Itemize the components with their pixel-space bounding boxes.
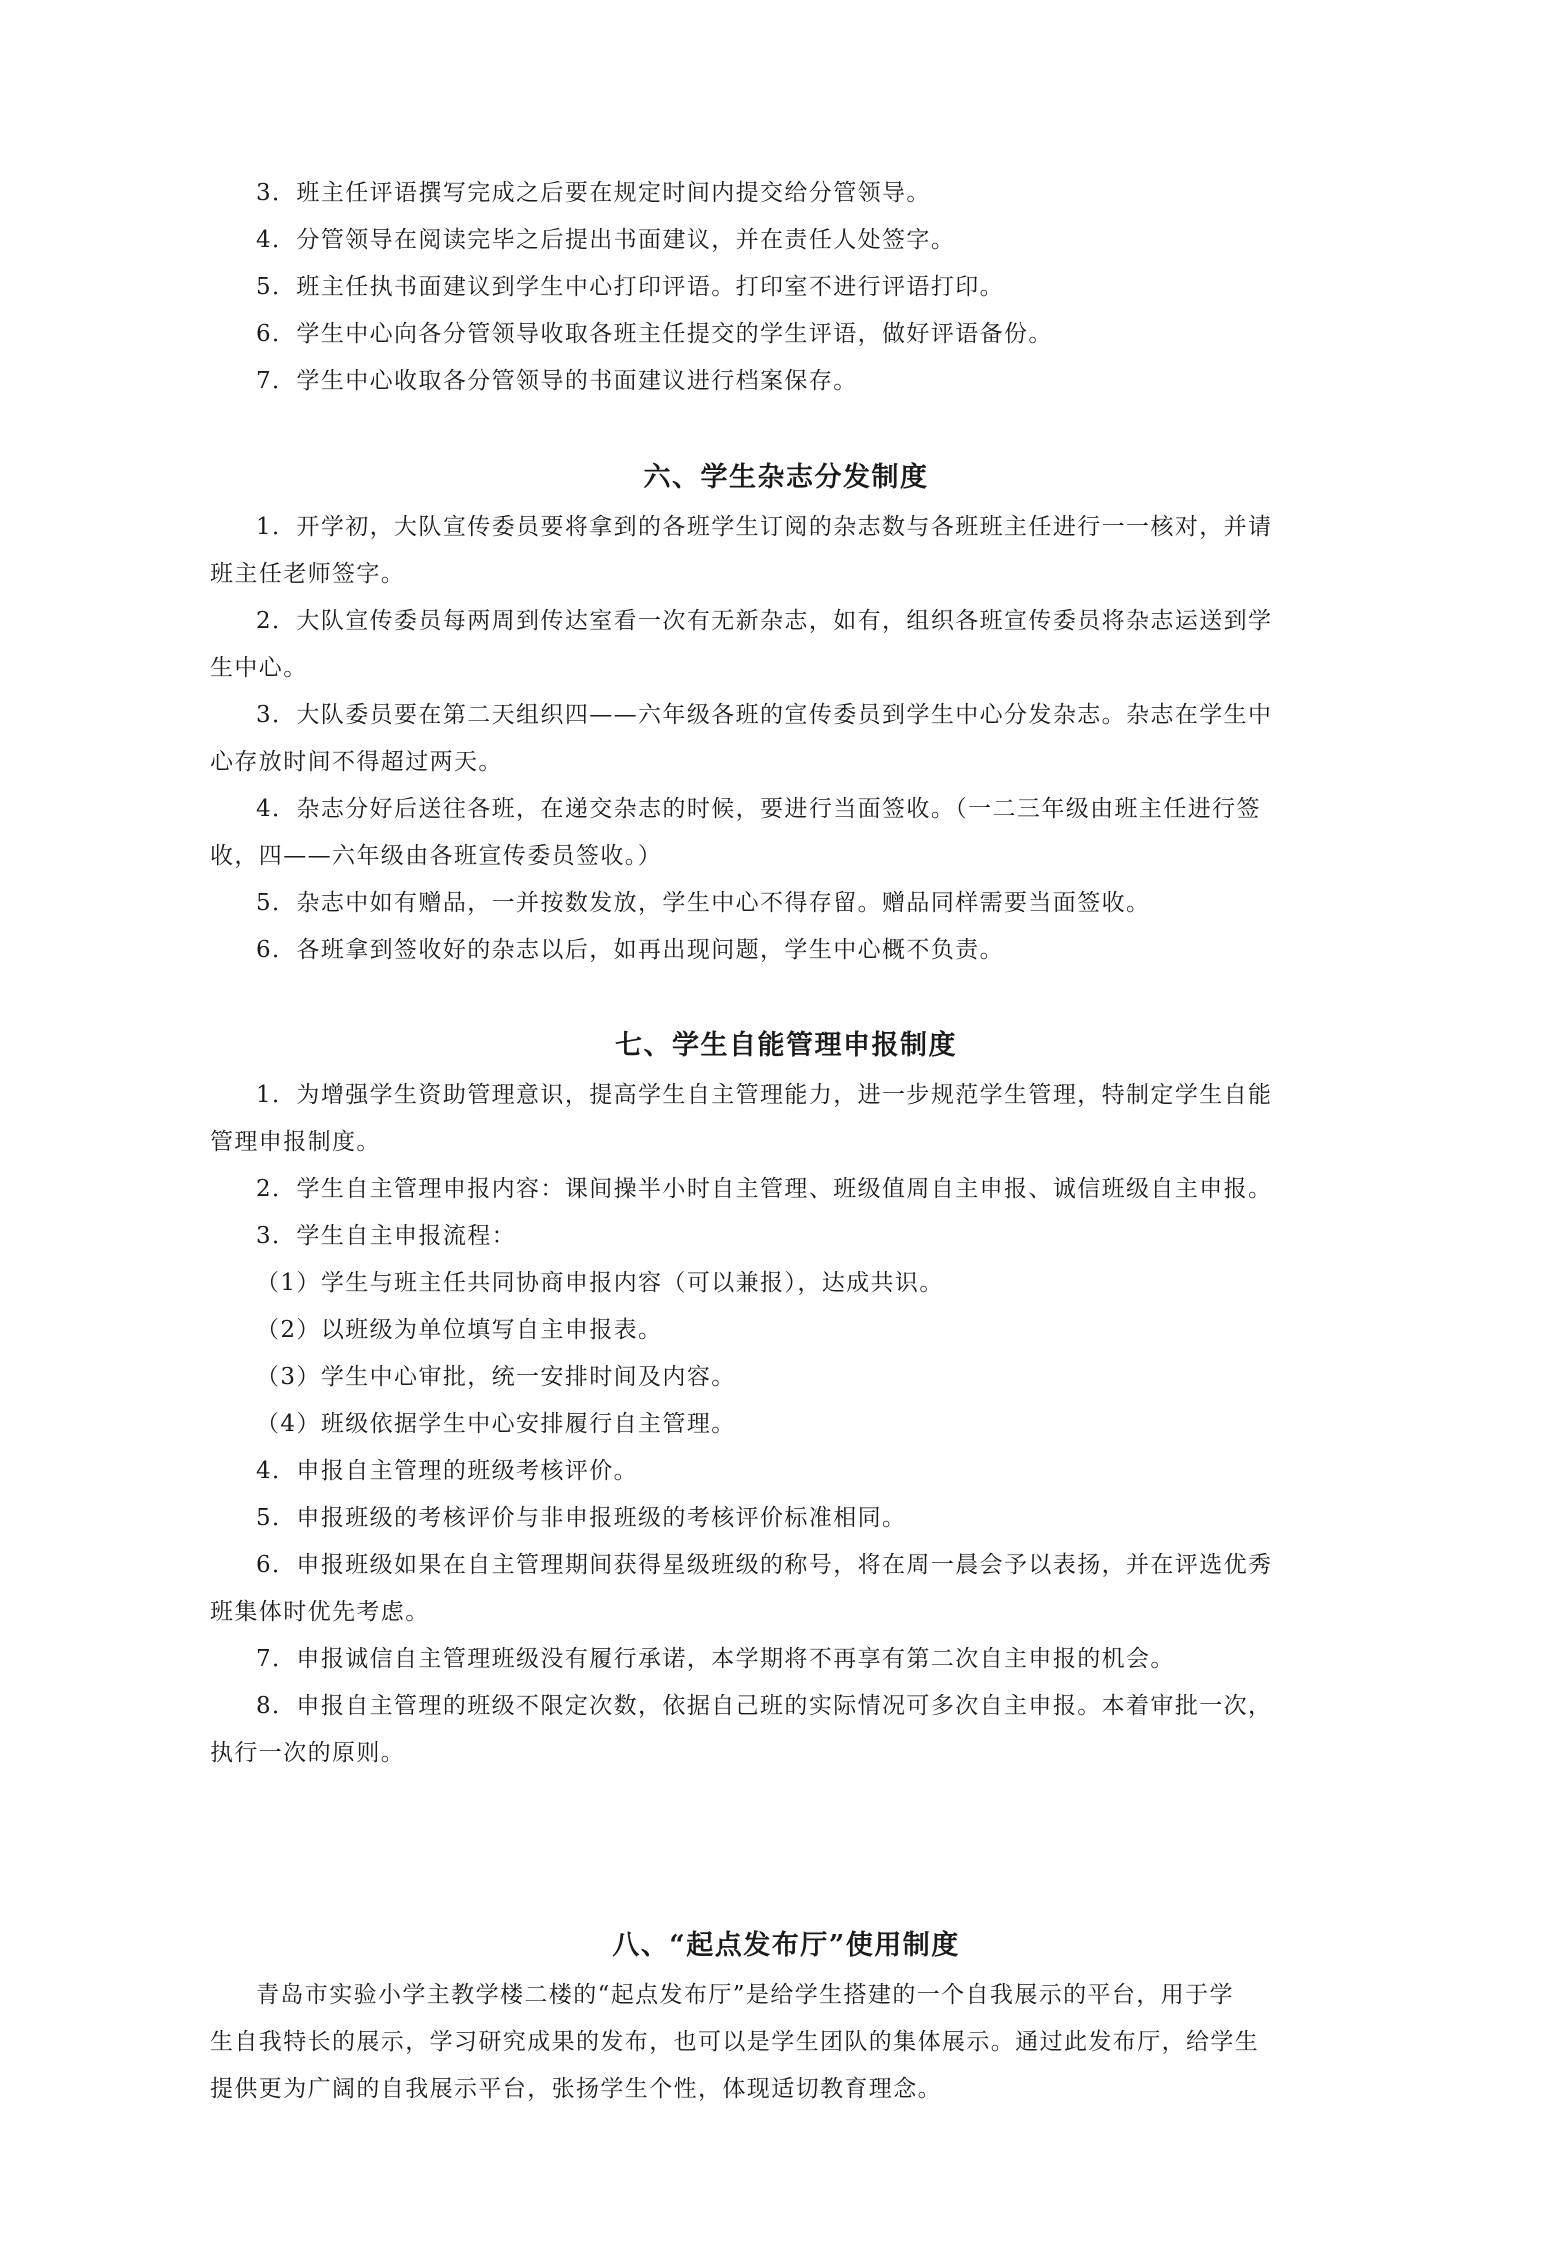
list-item: 5．申报班级的考核评价与非申报班级的考核评价标准相同。 <box>256 1505 907 1531</box>
list-item-continuation: 班主任老师签字。 <box>210 561 406 587</box>
section6 <box>210 452 1362 974</box>
list-item: 4．分管领导在阅读完毕之后提出书面建议，并在责任人处签字。 <box>256 227 956 253</box>
list-item: 2．学生自主管理申报内容：课间操半小时自主管理、班级值周自主申报、诚信班级自主申报。 <box>256 1176 1273 1202</box>
list-item: 8．申报自主管理的班级不限定次数，依据自己班的实际情况可多次自主申报。本着审批一次， <box>256 1693 1273 1719</box>
list-item: 4．申报自主管理的班级考核评价。 <box>256 1458 639 1484</box>
list-item: 3．学生自主申报流程： <box>256 1223 517 1249</box>
section8-title: 八、“起点发布厅”使用制度 <box>612 1930 960 1961</box>
list-item-continuation: 心存放时间不得超过两天。 <box>210 749 503 775</box>
section5-tail <box>210 170 1362 405</box>
list-item: 7．申报诚信自主管理班级没有履行承诺，本学期将不再享有第二次自主申报的机会。 <box>256 1646 1175 1672</box>
list-item: 5．班主任执书面建议到学生中心打印评语。打印室不进行评语打印。 <box>256 274 1005 300</box>
list-item: 4．杂志分好后送往各班，在递交杂志的时候，要进行当面签收。（一二三年级由班主任进行签 <box>256 796 1261 822</box>
list-item-continuation: 生中心。 <box>210 655 308 681</box>
sub-step: （3）学生中心审批，统一安排时间及内容。 <box>256 1364 736 1390</box>
list-item-continuation: 管理申报制度。 <box>210 1129 381 1155</box>
sub-step: （1）学生与班主任共同协商申报内容（可以兼报），达成共识。 <box>256 1270 944 1296</box>
list-item: 1．开学初，大队宣传委员要将拿到的各班学生订阅的杂志数与各班班主任进行一一核对，并请 <box>256 514 1273 540</box>
list-item-continuation: 执行一次的原则。 <box>210 1740 406 1766</box>
list-item: 2．大队宣传委员每两周到传达室看一次有无新杂志，如有，组织各班宣传委员将杂志运送到学 <box>256 608 1273 634</box>
section7-title: 七、学生自能管理申报制度 <box>615 1030 957 1061</box>
list-item: 3．班主任评语撰写完成之后要在规定时间内提交给分管领导。 <box>256 180 931 206</box>
list-item: 5．杂志中如有赠品，一并按数发放，学生中心不得存留。赠品同样需要当面签收。 <box>256 890 1151 916</box>
list-item: 6．学生中心向各分管领导收取各班主任提交的学生评语，做好评语备份。 <box>256 321 1053 347</box>
sub-step: （4）班级依据学生中心安排履行自主管理。 <box>256 1411 736 1437</box>
paragraph-line: 生自我特长的展示，学习研究成果的发布，也可以是学生团队的集体展示。通过此发布厅，给学生 <box>210 2029 1260 2055</box>
list-item-continuation: 收，四——六年级由各班宣传委员签收。） <box>210 843 663 869</box>
paragraph-line: 提供更为广阔的自我展示平台，张扬学生个性，体现适切教育理念。 <box>210 2076 942 2102</box>
list-item: 6．各班拿到签收好的杂志以后，如再出现问题，学生中心概不负责。 <box>256 937 1005 963</box>
section7 <box>210 1020 1362 1777</box>
section6-title: 六、学生杂志分发制度 <box>643 462 929 493</box>
list-item: 3．大队委员要在第二天组织四——六年级各班的宣传委员到学生中心分发杂志。杂志在学生中 <box>256 702 1273 728</box>
list-item-continuation: 班集体时优先考虑。 <box>210 1599 430 1625</box>
list-item: 7．学生中心收取各分管领导的书面建议进行档案保存。 <box>256 368 858 394</box>
list-item: 1．为增强学生资助管理意识，提高学生自主管理能力，进一步规范学生管理，特制定学生自能 <box>256 1082 1273 1108</box>
section8 <box>210 1920 1362 2113</box>
paragraph-line: 青岛市实验小学主教学楼二楼的“起点发布厅”是给学生搭建的一个自我展示的平台，用于学 <box>256 1982 1234 2008</box>
list-item: 6．申报班级如果在自主管理期间获得星级班级的称号，将在周一晨会予以表扬，并在评选优秀 <box>256 1552 1273 1578</box>
sub-step: （2）以班级为单位填写自主申报表。 <box>256 1317 663 1343</box>
